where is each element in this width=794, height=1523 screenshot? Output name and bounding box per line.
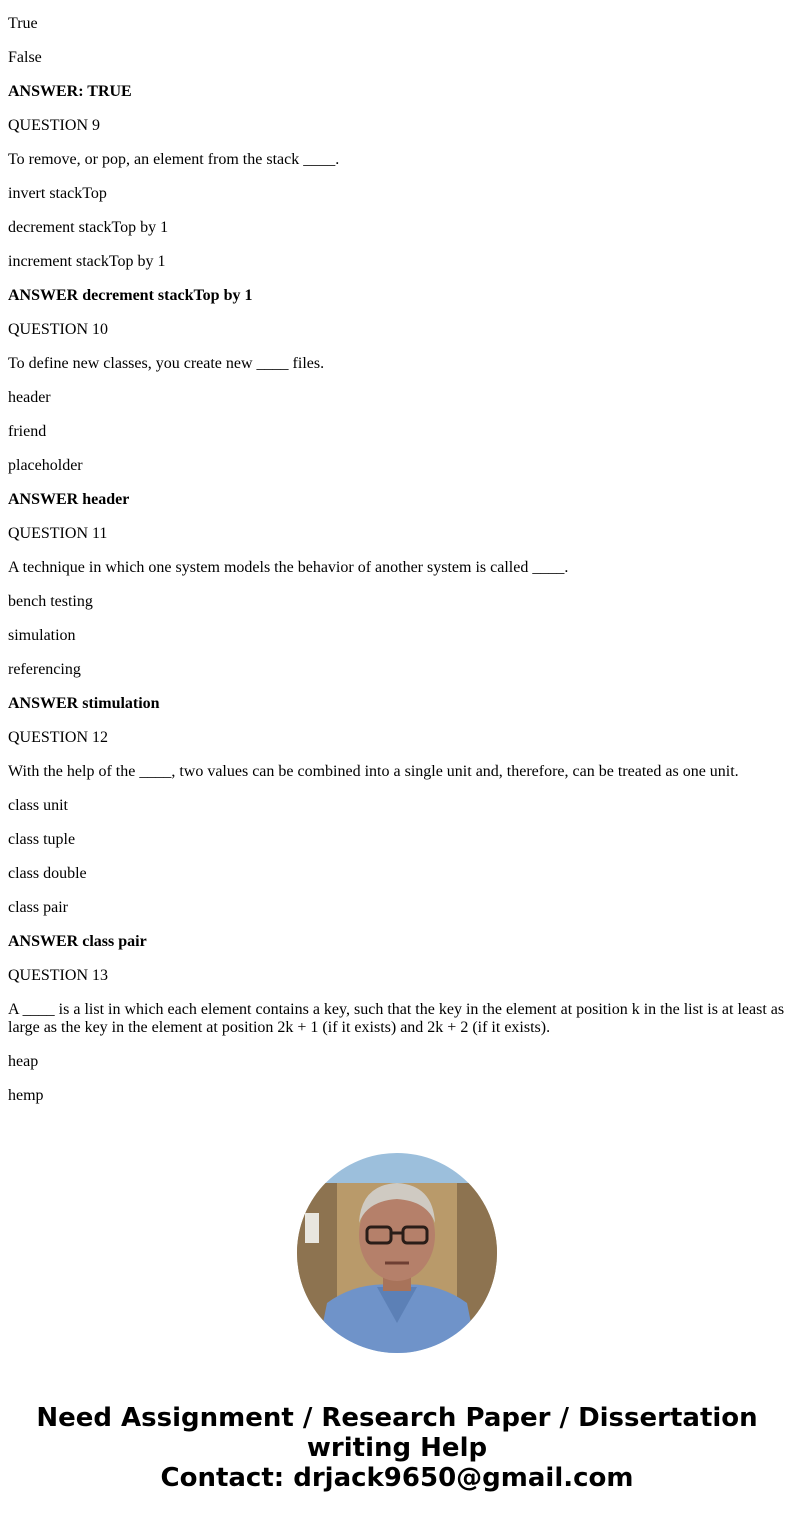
text-line: With the help of the ____, two values can be combined into a single unit and, therefore, can be treated as one unit.: [8, 763, 739, 780]
promo-footer: [0, 1403, 794, 1493]
text-line: decrement stackTop by 1: [8, 219, 169, 236]
answer-line: ANSWER decrement stackTop by 1: [8, 287, 253, 304]
text-line: class tuple: [8, 831, 76, 848]
text-line: increment stackTop by 1: [8, 253, 166, 270]
text-line: header: [8, 389, 51, 406]
text-line: QUESTION 12: [8, 729, 108, 746]
text-line: True: [8, 15, 38, 32]
answer-line: ANSWER header: [8, 491, 130, 508]
text-line: QUESTION 10: [8, 321, 108, 338]
text-line: friend: [8, 423, 47, 440]
answer-line: ANSWER class pair: [8, 933, 147, 950]
contact-email: Contact: drjack9650@gmail.com: [160, 1463, 634, 1493]
text-line: bench testing: [8, 593, 93, 610]
text-line: To define new classes, you create new ____ files.: [8, 355, 325, 372]
text-line: invert stackTop: [8, 185, 107, 202]
text-line: class unit: [8, 797, 68, 814]
text-line: To remove, or pop, an element from the stack ____.: [8, 151, 340, 168]
text-line: class pair: [8, 899, 68, 916]
promo-text: Need Assignment / Research Paper / Dissertation writing Help: [36, 1403, 758, 1463]
person-photo-icon: [297, 1153, 497, 1353]
text-line: QUESTION 13: [8, 967, 108, 984]
text-line: simulation: [8, 627, 76, 644]
answer-line: ANSWER: TRUE: [8, 83, 132, 100]
text-line: hemp: [8, 1087, 44, 1104]
text-line: QUESTION 9: [8, 117, 100, 134]
text-line: False: [8, 49, 42, 66]
text-line: heap: [8, 1053, 39, 1070]
text-line: placeholder: [8, 457, 83, 474]
text-line: class double: [8, 865, 87, 882]
text-line: A technique in which one system models the behavior of another system is called ____.: [8, 559, 569, 576]
text-line: referencing: [8, 661, 81, 678]
text-line: QUESTION 11: [8, 525, 108, 542]
answer-line: ANSWER stimulation: [8, 695, 160, 712]
text-line: A ____ is a list in which each element contains a key, such that the key in the element at position k in the list is at least as large as the key in the element at position 2k + 1 (if it exists) and 2k + 2 (if it exists).: [8, 1001, 785, 1036]
avatar: [297, 1153, 497, 1353]
